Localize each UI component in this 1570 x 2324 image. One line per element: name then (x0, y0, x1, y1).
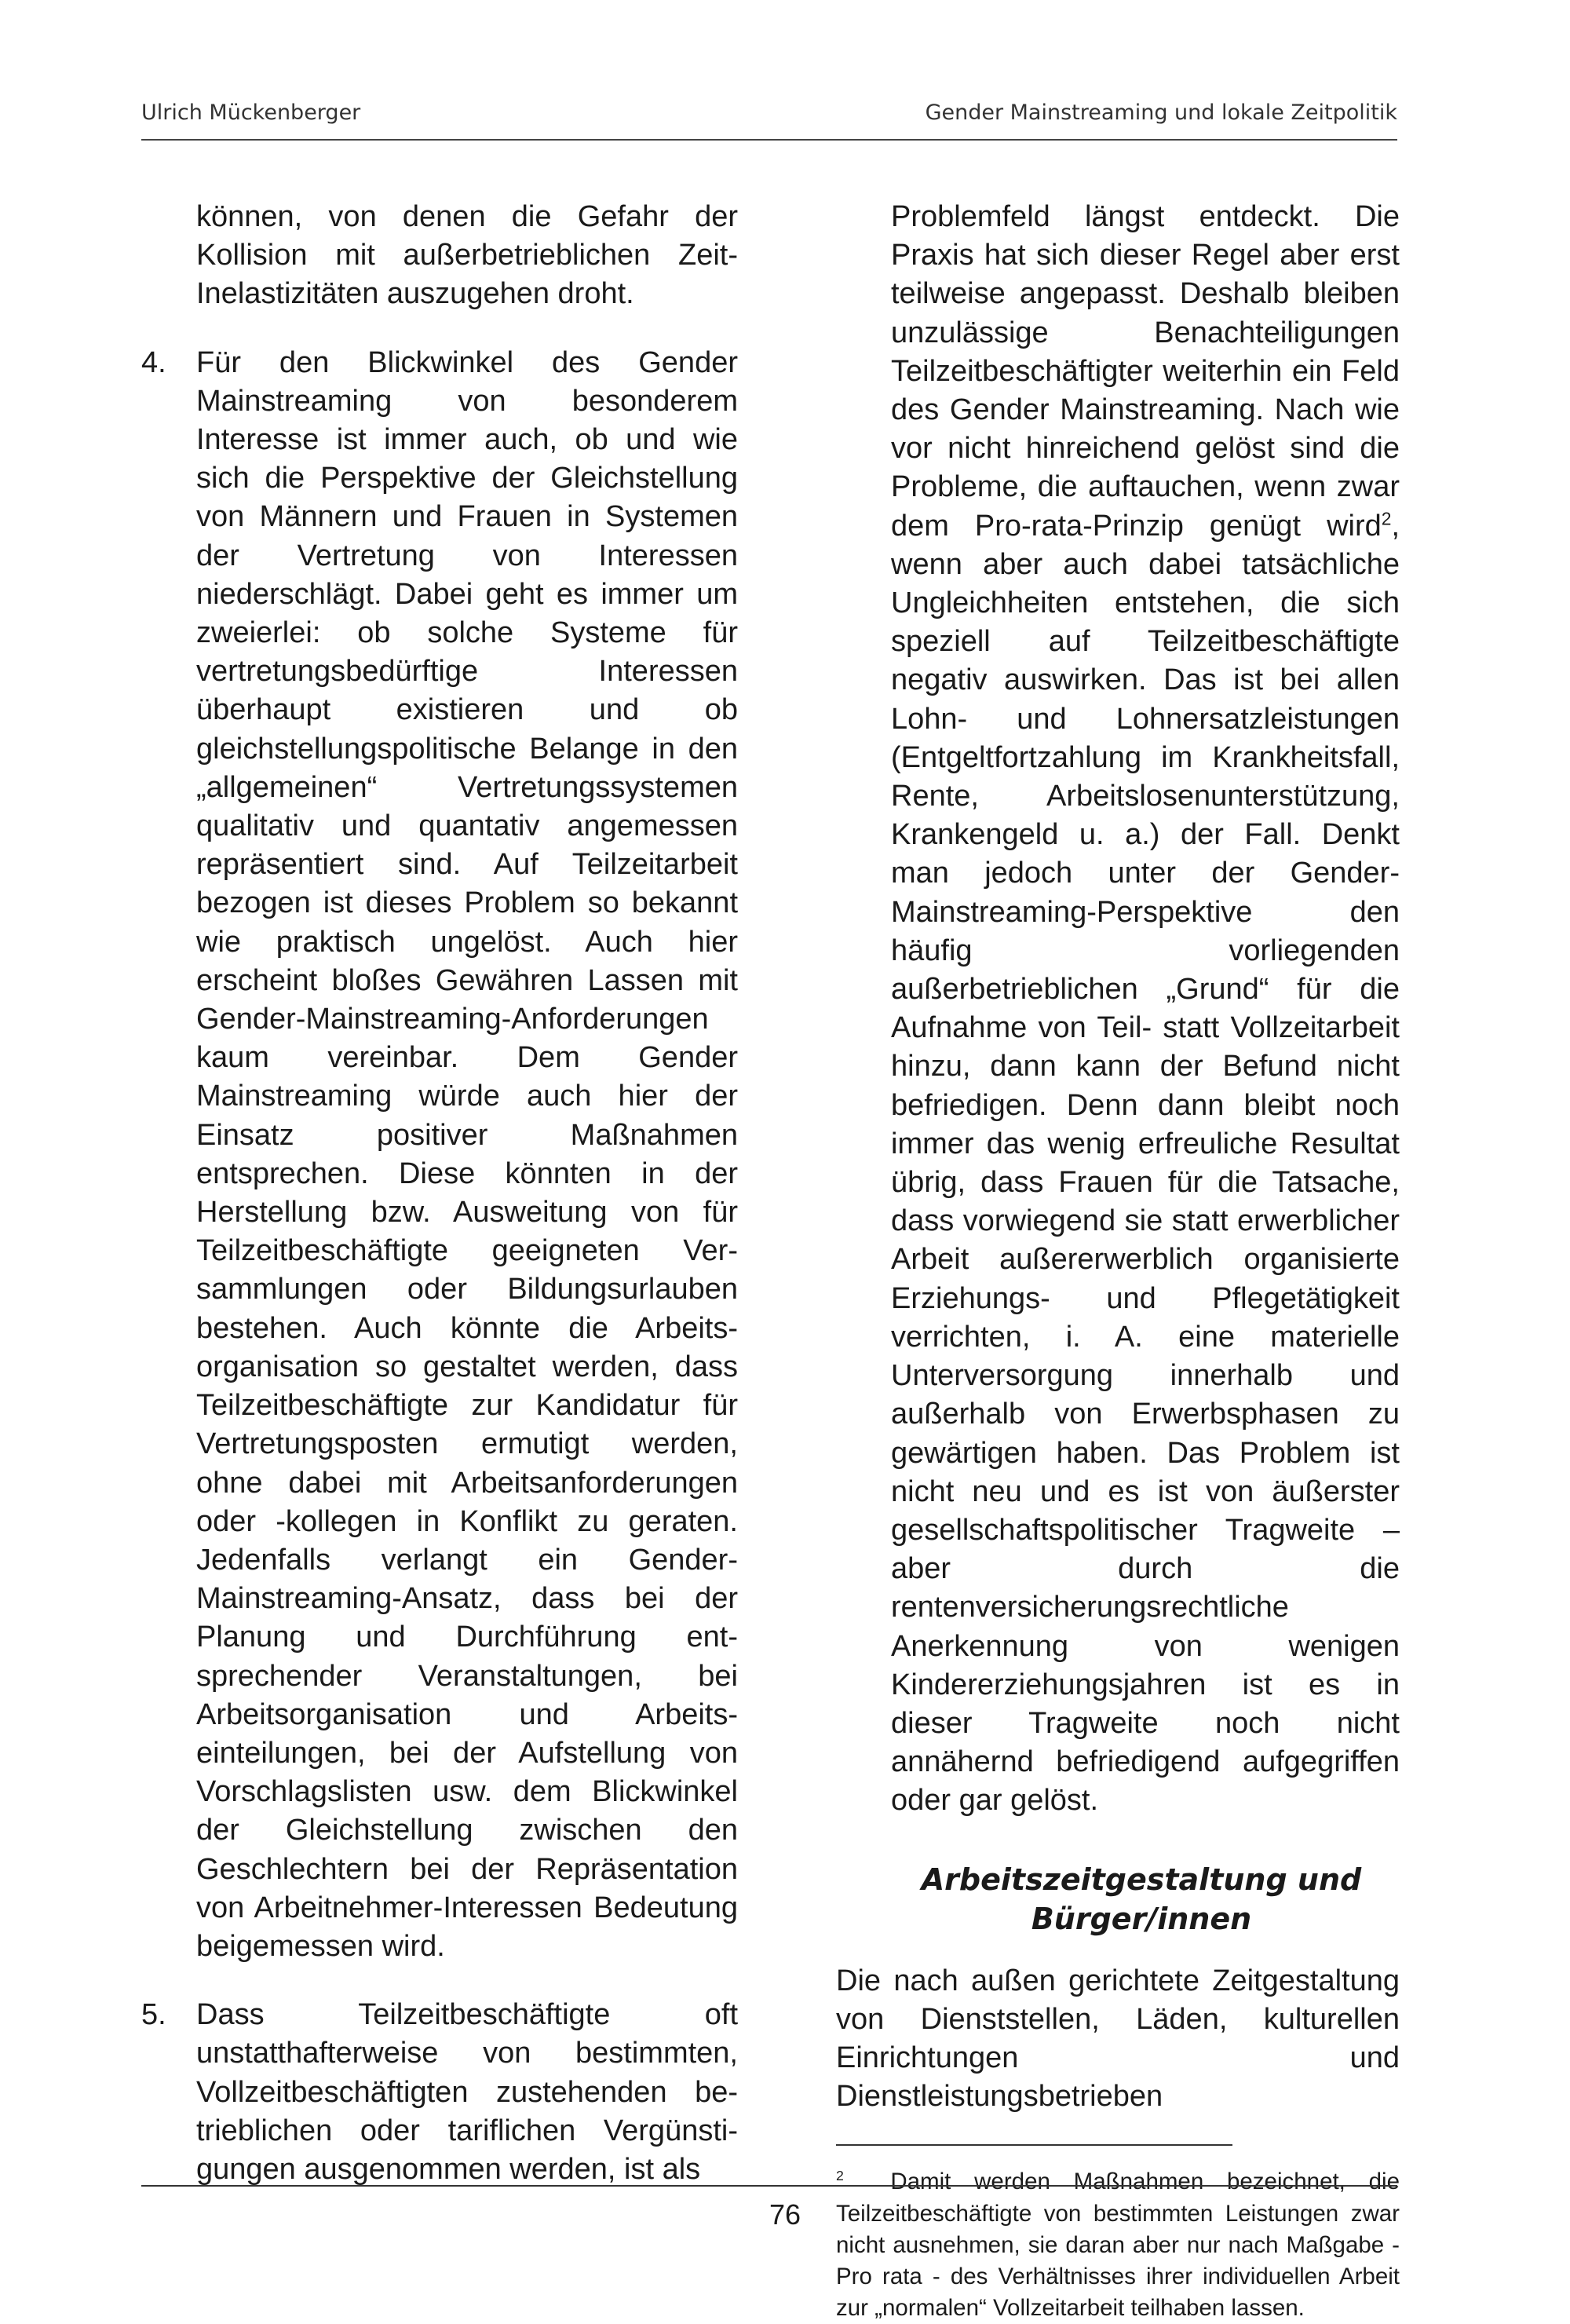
footnote (836, 2166, 1400, 2324)
running-header-author: Ulrich Mückenberger (141, 100, 361, 125)
list-item-number: 4. (141, 345, 166, 379)
right-column (836, 198, 1400, 2324)
paragraph-text: Problemfeld längst entdeckt. Die Praxis hat sich dieser Regel aber erst teilweise angepasst. Deshalb bleiben unzulässige Benachteiligungen Teilzeitbeschäftigter weiterhin ein Feld des Gender Mainstreaming. Nach wie vor nicht hinreichend gelöst sind die Probleme, die auftauchen, wenn zwar dem Pro-rata-Prinzip genügt wird (891, 200, 1400, 543)
page-number: 76 (769, 2198, 801, 2231)
list-item-4 (141, 344, 738, 1967)
header-rule (141, 139, 1397, 141)
list-item-text: Für den Blickwinkel des Gender Mainstreaming von besonderem Interesse ist immer auch, ob und wie sich die Perspektive der Gleichstellung von Männern und Frauen in Systemen der Vertretung von Interessen niederschlägt. Dabei geht es immer um zweierlei: ob solche Systeme für vertretungsbedürftige Interessen überhaupt existieren und ob gleichstellungspolitische Belange in den „allgemeinen“ Vertretungssystemen qualitativ und quantativ angemessen repräsentiert sind. Auf Teilzeitarbeit bezogen ist dieses Problem so bekannt wie praktisch ungelöst. Auch hier erscheint bloßes Gewähren Lassen mit Gender-Mainstreaming-Anforderungen kaum vereinbar. Dem Gender Mainstreaming würde auch hier der Einsatz positiver Maßnahmen entsprechen. Diese könnten in der Herstellung bzw. Ausweitung von für Teilzeitbeschäftigte geeigneten Versammlungen oder Bildungsurlauben bestehen. Auch könnte die Arbeitsorganisation so gestaltet werden, dass Teilzeitbeschäftigte zur Kandidatur für Vertretungsposten ermutigt werden, ohne dabei mit Arbeitsanforderungen oder -kollegen in Konflikt zu geraten. Jedenfalls verlangt ein Gender-Mainstreaming-Ansatz, dass bei der Planung und Durchführung entsprechender Veranstaltungen, bei Arbeitsorganisation und Arbeitseinteilungen, bei der Aufstellung von Vorschlagslisten usw. dem Blickwinkel der Gleichstellung zwischen den Geschlechtern bei der Repräsentation von Arbeitnehmer-Interessen Bedeutung beigemessen wird. (196, 345, 738, 1963)
footnote-rule (836, 2144, 1232, 2146)
paragraph-text: , wenn aber auch dabei tatsächliche Ungleichheiten entstehen, die sich speziell auf Teilzeitbeschäftigte negativ auswirken. Das ist bei allen Lohn- und Lohnersatzleistungen (Entgeltfortzahlung im Krankheitsfall, Rente, Arbeitslosenunterstützung, Krankengeld u. a.) der Fall. Denkt man jedoch unter der Gender-Mainstreaming-Perspektive den häufig vorliegenden außerbetrieblichen „Grund“ für die Aufnahme von Teil- statt Vollzeitarbeit hinzu, dann kann der Befund nicht befriedigen. Denn dann bleibt noch immer das wenig erfreuliche Resultat übrig, dass Frauen für die Tatsache, dass vorwiegend sie statt erwerblicher Arbeit außererwerblich organisierte Erziehungs- und Pflegetätigkeit verrichten, i. A. eine materielle Unterversorgung innerhalb und außerhalb von Erwerbsphasen zu gewärtigen haben. Das Problem ist nicht neu und es ist von äußerster gesellschaftspolitischer Tragweite – aber durch die rentenversicherungsrechtliche Anerkennung von wenigen Kindererziehungsjahren ist es in dieser Tragweite noch nicht annähernd befriedigend aufgegriffen oder gar gelöst. (891, 509, 1400, 1818)
list-item-number: 5. (141, 1998, 166, 2032)
continuation-paragraph: können, von denen die Gefahr der Kollision mit außerbetrieblichen Zeit-Inelastizitäten auszugehen droht. (196, 200, 738, 311)
section-heading-line: Bürger/innen (1031, 1901, 1252, 1936)
left-column (141, 198, 738, 2189)
running-header-title: Gender Mainstreaming und lokale Zeitpolitik (925, 100, 1397, 125)
section-heading (836, 1860, 1400, 1938)
footnote-reference[interactable]: 2 (1381, 507, 1392, 528)
list-item-5 (141, 1996, 738, 2189)
footnote-number: 2 (836, 2168, 844, 2184)
body-paragraph: Die nach außen gerichtete Zeitgestaltung von Dienststellen, Läden, kulturellen Einrichtungen und Dienstleistungsbetrieben (836, 1964, 1400, 2114)
list-item-text: Dass Teilzeitbeschäftigte oft unstatthafterweise von bestimmten, Vollzeitbeschäftigten zustehenden betrieblichen oder tariflichen Vergünstigungen ausgenommen werden, ist als (196, 1998, 738, 2186)
section-heading-line: Arbeitszeitgestaltung und (921, 1862, 1362, 1897)
footer-rule (141, 2185, 1397, 2187)
body-paragraph (836, 198, 1400, 1821)
footnote-text: Damit werden Maßnahmen bezeichnet, die Teilzeitbeschäftigte von bestimmten Leistungen zwar nicht ausnehmen, sie daran aber nur nach Maßgabe - Pro rata - des Verhältnisses ihrer individuellen Arbeit zur „normalen“ Vollzeitarbeit teilhaben lassen. (836, 2169, 1400, 2322)
